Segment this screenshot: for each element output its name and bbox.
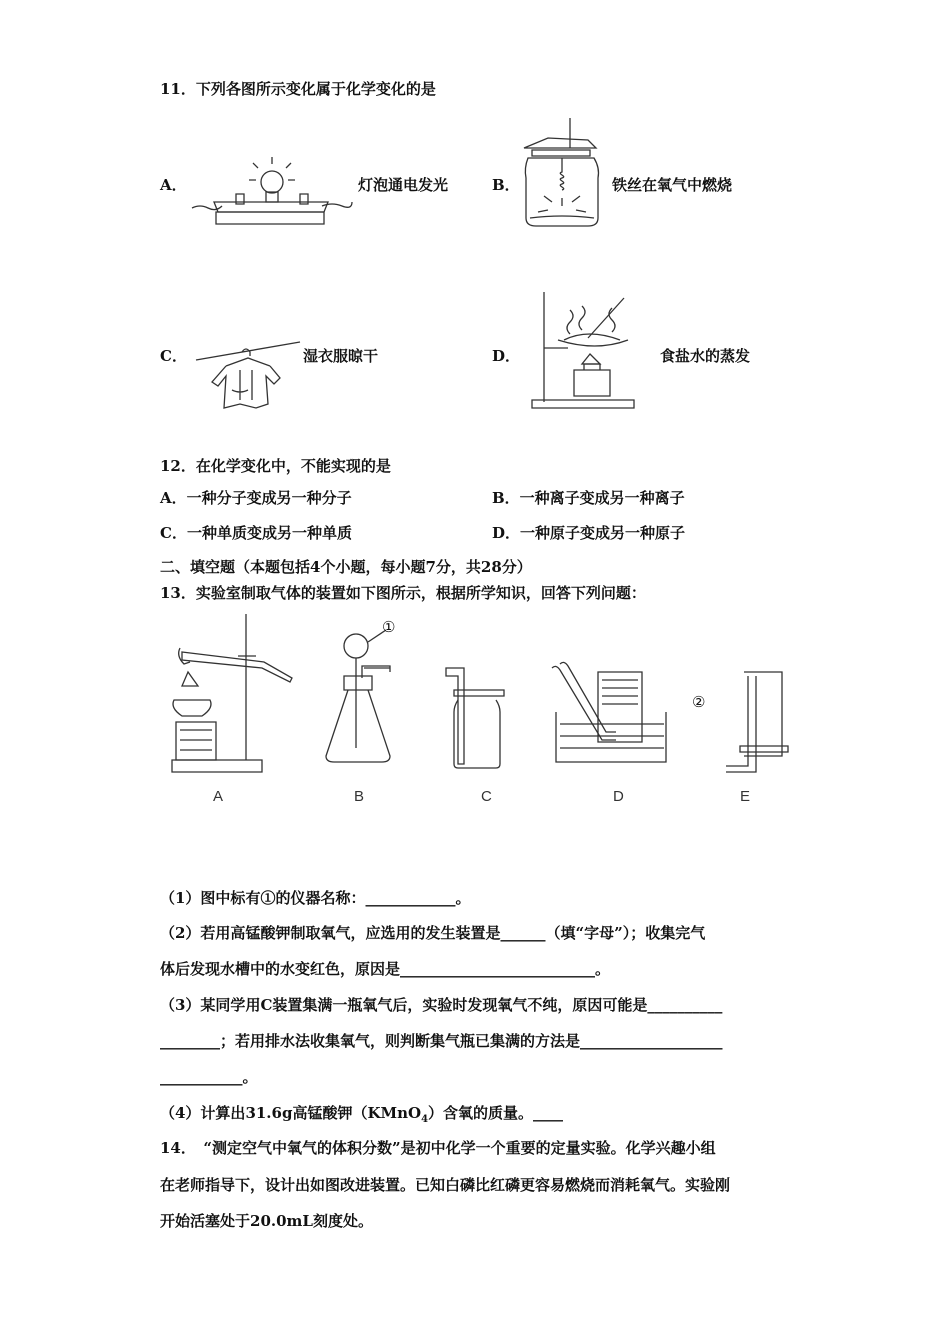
apparatus-label-b: B xyxy=(354,788,365,805)
q11-stem: 11．下列各图所示变化属于化学变化的是 xyxy=(160,80,436,98)
q14-line2: 在老师指导下，设计出如图改进装置。已知白磷比红磷更容易燃烧而消耗氧气。实验刚 xyxy=(160,1176,731,1194)
apparatus-label-a: A xyxy=(213,788,224,805)
q11-option-d-letter: D． xyxy=(492,347,521,365)
iron-burning-jar-figure xyxy=(518,118,603,233)
q13-part3-line2: ________；若用排水法收集氧气，则判断集气瓶已集满的方法是___________________ xyxy=(160,1032,723,1050)
q12-option-d: D．一种原子变成另一种原子 xyxy=(492,524,686,542)
apparatus-label-d: D xyxy=(613,788,624,805)
wet-clothes-figure xyxy=(196,330,301,415)
apparatus-e-collection-figure xyxy=(700,668,800,778)
apparatus-c-gas-bottle-figure xyxy=(440,660,510,770)
q11-option-d-text: 食盐水的蒸发 xyxy=(660,347,751,365)
q13-part1: （1）图中标有①的仪器名称：____________。 xyxy=(160,889,471,907)
q12-option-c: C．一种单质变成另一种单质 xyxy=(160,524,352,542)
q13-part3-line1: （3）某同学用C装置集满一瓶氧气后，实验时发现氧气不纯，原因可能是__________ xyxy=(160,996,723,1014)
q11-option-b-letter: B． xyxy=(492,176,520,194)
apparatus-b-flask-figure xyxy=(320,612,440,772)
q13-part2-line1: （2）若用高锰酸钾制取氧气，应选用的发生装置是______（填“字母”）；收集完气 xyxy=(160,924,706,942)
q12-option-a: A．一种分子变成另一种分子 xyxy=(160,489,352,507)
light-bulb-figure xyxy=(192,150,352,230)
apparatus-label-c: C xyxy=(481,788,492,805)
q11-option-a-text: 灯泡通电发光 xyxy=(358,176,449,194)
q13-stem: 13．实验室制取气体的装置如下图所示，根据所学知识，回答下列问题： xyxy=(160,584,646,602)
q14-line1: 14． “测定空气中氧气的体积分数”是初中化学一个重要的定量实验。化学兴趣小组 xyxy=(160,1139,716,1157)
q13-part2-line2: 体后发现水槽中的水变红色，原因是__________________________。 xyxy=(160,960,611,978)
q12-stem: 12．在化学变化中，不能实现的是 xyxy=(160,457,391,475)
q11-option-c-letter: C． xyxy=(160,347,187,365)
marker-1: ① xyxy=(382,618,396,636)
section-heading: 二、填空题（本题包括4个小题，每小题7分，共28分） xyxy=(160,558,532,576)
apparatus-d-water-displacement-figure xyxy=(550,660,675,770)
q14-line3: 开始活塞处于20.0mL刻度处。 xyxy=(160,1212,373,1230)
q11-option-a-letter: A． xyxy=(160,176,187,194)
apparatus-label-e: E xyxy=(740,788,751,805)
q13-part3-line3: ___________。 xyxy=(160,1068,258,1086)
q11-option-c-text: 湿衣服晾干 xyxy=(303,347,379,365)
q12-option-b: B．一种离子变成另一种离子 xyxy=(492,489,685,507)
salt-water-evaporation-figure xyxy=(528,288,638,413)
q11-option-b-text: 铁丝在氧气中燃烧 xyxy=(612,176,733,194)
marker-2: ② xyxy=(692,693,706,711)
apparatus-a-heating-figure xyxy=(168,612,298,780)
q13-part4: （4）计算出31.6g高锰酸钾（KMnO$_4$）含氧的质量。____ xyxy=(160,1104,564,1125)
